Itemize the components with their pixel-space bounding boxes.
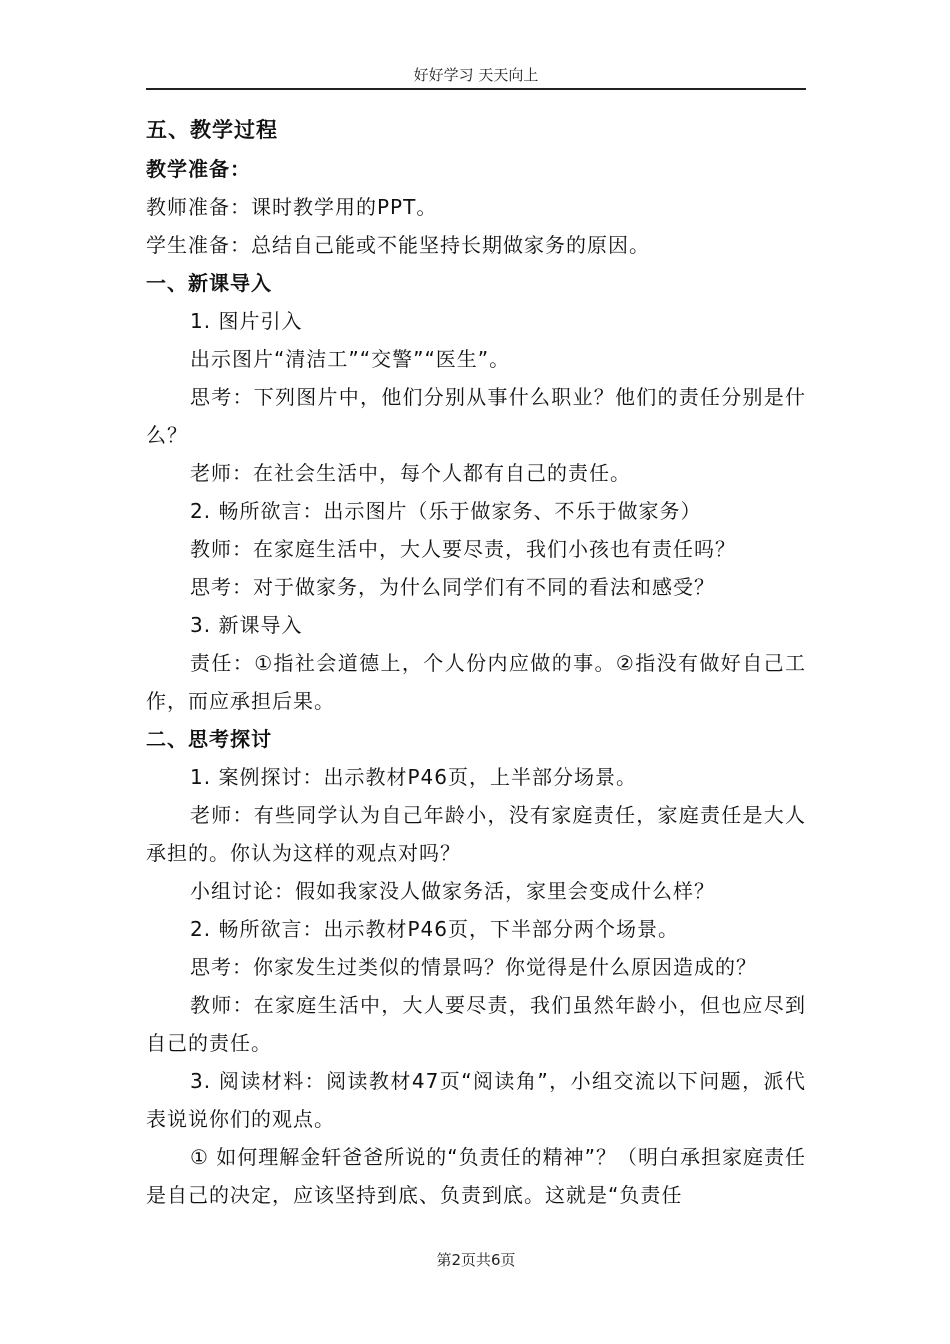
paragraph: 老师：有些同学认为自己年龄小，没有家庭责任，家庭责任是大人承担的。你认为这样的观点对吗？ <box>146 803 806 865</box>
page-header: 好好学习 天天向上 <box>413 66 539 84</box>
header-divider <box>146 88 806 90</box>
paragraph: 2. 畅所欲言：出示图片（乐于做家务、不乐于做家务） <box>190 499 702 523</box>
paragraph: ① 如何理解金轩爸爸所说的“负责任的精神”？（明白承担家庭责任是自己的决定，应该坚持到底、负责到底。这就是“负责任 <box>146 1145 807 1207</box>
paragraph: 老师：在社会生活中，每个人都有自己的责任。 <box>190 461 631 485</box>
paragraph: 教师：在家庭生活中，大人要尽责，我们虽然年龄小，但也应尽到自己的责任。 <box>146 993 806 1055</box>
paragraph: 出示图片“清洁工”“交警”“医生”。 <box>190 347 511 371</box>
paragraph: 思考：你家发生过类似的情景吗？你觉得是什么原因造成的？ <box>190 955 757 979</box>
section-1-heading: 一、新课导入 <box>146 271 272 295</box>
paragraph: 1. 图片引入 <box>190 309 303 333</box>
paragraph: 小组讨论：假如我家没人做家务活，家里会变成什么样？ <box>190 879 715 903</box>
page-footer: 第2页共6页 <box>436 1251 516 1269</box>
document-body <box>146 110 806 1214</box>
section-title: 五、教学过程 <box>146 118 278 142</box>
prep-heading: 教学准备： <box>146 157 251 181</box>
teacher-prep: 教师准备：课时教学用的PPT。 <box>146 195 438 219</box>
section-2-heading: 二、思考探讨 <box>146 727 272 751</box>
student-prep: 学生准备：总结自己能或不能坚持长期做家务的原因。 <box>146 233 650 257</box>
paragraph: 1. 案例探讨：出示教材P46页，上半部分场景。 <box>190 765 637 789</box>
paragraph: 思考：对于做家务，为什么同学们有不同的看法和感受？ <box>190 575 715 599</box>
paragraph: 思考：下列图片中，他们分别从事什么职业？他们的责任分别是什么？ <box>146 385 806 447</box>
paragraph: 3. 阅读材料：阅读教材47页“阅读角”，小组交流以下问题，派代表说说你们的观点。 <box>146 1069 806 1131</box>
paragraph: 教师：在家庭生活中，大人要尽责，我们小孩也有责任吗？ <box>190 537 736 561</box>
paragraph: 2. 畅所欲言：出示教材P46页，下半部分两个场景。 <box>190 917 679 941</box>
paragraph: 3. 新课导入 <box>190 613 303 637</box>
paragraph: 责任：①指社会道德上，个人份内应做的事。②指没有做好自己工作，而应承担后果。 <box>146 651 806 713</box>
